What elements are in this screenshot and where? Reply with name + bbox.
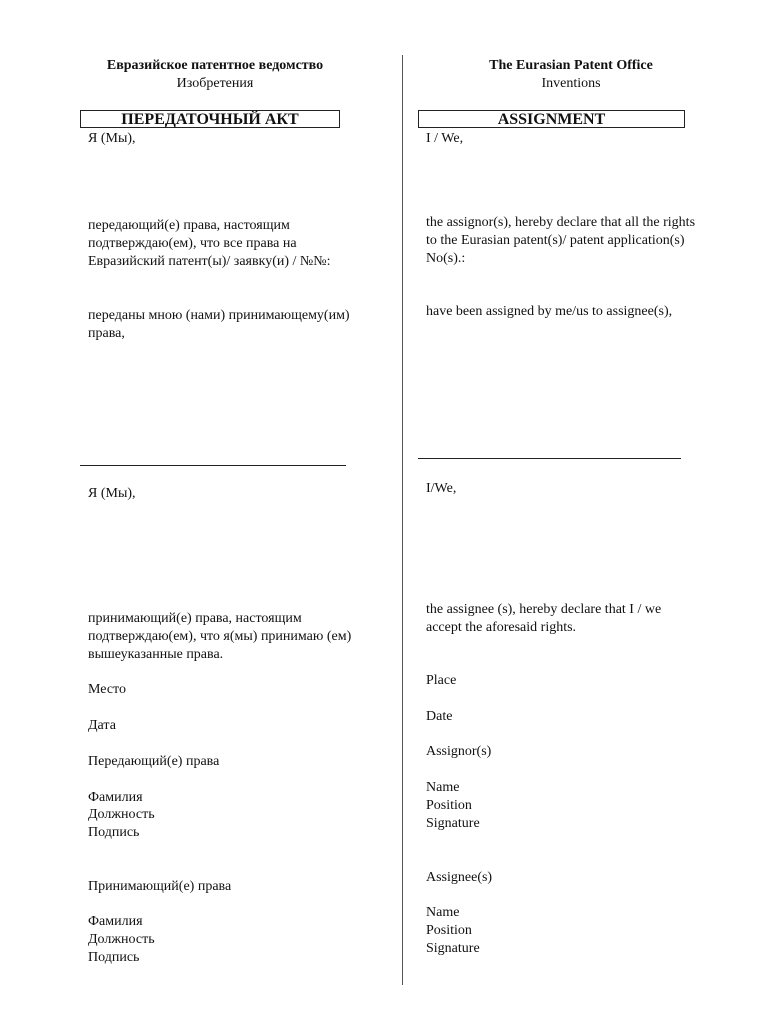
en-signature-label-2: Signature xyxy=(426,941,480,956)
en-assignor-line-1: the assignor(s), hereby declare that all the rights xyxy=(426,215,696,230)
en-position-label-2: Position xyxy=(426,923,472,938)
ru-document-title: ПЕРЕДАТОЧНЫЙ АКТ xyxy=(80,110,340,128)
en-i-we-1: I / We, xyxy=(426,131,464,146)
en-assigned-line-1: have been assigned by me/us to assignee(s), xyxy=(426,304,673,319)
en-i-we-2: I/We, xyxy=(426,481,457,496)
ru-position-label-2: Должность xyxy=(88,932,155,947)
ru-subtitle: Изобретения xyxy=(176,76,254,91)
en-assignor-line-2: to the Eurasian patent(s)/ patent application(s) xyxy=(426,233,685,248)
ru-separator-line xyxy=(80,465,346,466)
en-org-title: The Eurasian Patent Office xyxy=(489,58,653,73)
en-subtitle: Inventions xyxy=(541,76,601,91)
ru-name-label-2: Фамилия xyxy=(88,914,143,929)
ru-assignor-line-2: подтверждаю(ем), что все права на xyxy=(88,236,297,251)
ru-assignor-line-3: Евразийский патент(ы)/ заявку(и) / №№: xyxy=(88,254,331,269)
ru-assignees-label: Принимающий(е) права xyxy=(88,879,232,894)
en-name-label-1: Name xyxy=(426,780,460,795)
en-signature-label-1: Signature xyxy=(426,816,480,831)
en-date-label: Date xyxy=(426,709,453,724)
en-separator-line xyxy=(418,458,681,459)
en-position-label-1: Position xyxy=(426,798,472,813)
ru-position-label-1: Должность xyxy=(88,807,155,822)
ru-date-label: Дата xyxy=(88,718,116,733)
ru-name-label-1: Фамилия xyxy=(88,790,143,805)
ru-assignor-line-1: передающий(е) права, настоящим xyxy=(88,218,290,233)
en-assignor-line-3: No(s).: xyxy=(426,251,466,266)
ru-signature-label-2: Подпись xyxy=(88,950,140,965)
ru-org-title: Евразийское патентное ведомство xyxy=(106,58,324,73)
ru-i-we-1: Я (Мы), xyxy=(88,131,136,146)
en-assignees-label: Assignee(s) xyxy=(426,870,493,885)
ru-place-label: Место xyxy=(88,682,126,697)
en-assignors-label: Assignor(s) xyxy=(426,744,492,759)
en-assignee-line-1: the assignee (s), hereby declare that I / we xyxy=(426,602,662,617)
en-document-title: ASSIGNMENT xyxy=(418,110,685,128)
en-name-label-2: Name xyxy=(426,905,460,920)
ru-signature-label-1: Подпись xyxy=(88,825,140,840)
en-assignee-line-2: accept the aforesaid rights. xyxy=(426,620,577,635)
ru-assignors-label: Передающий(е) права xyxy=(88,754,220,769)
ru-i-we-2: Я (Мы), xyxy=(88,486,136,501)
ru-assignee-line-1: принимающий(е) права, настоящим xyxy=(88,611,302,626)
en-place-label: Place xyxy=(426,673,457,688)
column-divider xyxy=(402,55,403,985)
ru-assignee-line-2: подтверждаю(ем), что я(мы) принимаю (ем) xyxy=(88,629,352,644)
ru-assigned-line-2: права, xyxy=(88,326,125,341)
ru-assigned-line-1: переданы мною (нами) принимающему(им) xyxy=(88,308,350,323)
ru-assignee-line-3: вышеуказанные права. xyxy=(88,647,224,662)
